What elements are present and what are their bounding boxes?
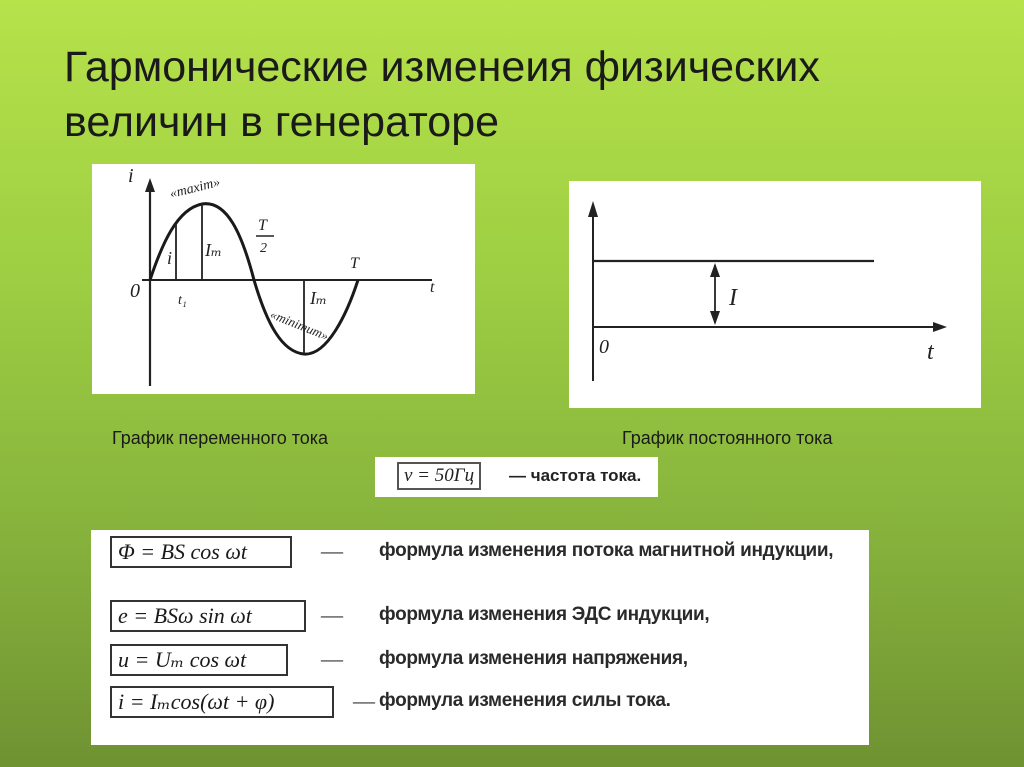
ac-min-label: «minimum» [268,306,331,344]
ac-amplitude-label: Iₘ [205,240,223,260]
dc-y-arrow [588,201,598,217]
dc-graph [569,181,981,408]
formula-current-dash: — [353,688,375,713]
formula-panel [91,530,869,745]
dc-current-label: I [729,285,737,311]
formula-emf-dash: — [321,602,343,627]
ac-half-period-num: T [258,217,267,234]
ac-current-label: i [167,248,173,268]
formula-row-voltage [91,640,869,684]
formula-current: i = Iₘcos(ωt + φ) [110,686,334,718]
ac-period-label: T [350,255,359,272]
ac-graph-caption: График переменного тока [112,428,329,448]
ac-y-label: i [128,165,134,187]
formula-current-description: формула изменения силы тока. [379,690,671,711]
formula-emf: e = BSω sin ωt [110,600,306,632]
formula-emf-description: формула изменения ЭДС индукции, [379,604,710,625]
frequency-panel [375,457,658,497]
ac-t-label: t [430,279,435,296]
dc-arrow-down [710,311,720,325]
ac-graph [92,164,475,394]
dc-graph-caption: График постоянного тока [622,428,833,448]
ac-amplitude-neg-label: Iₘ [310,288,328,308]
ac-graph-panel [92,164,475,394]
dc-graph-panel [569,181,981,408]
dc-arrow-up [710,263,720,277]
ac-max-label: «maxim» [168,174,222,202]
formula-voltage-dash: — [321,646,343,671]
ac-y-arrow [145,178,155,192]
formula-row-emf [91,596,869,640]
formula-voltage: u = Uₘ cos ωt [110,644,288,676]
dc-origin-label: 0 [599,336,609,358]
slide-title: Гармонические изменеия физических величин в генераторе [64,43,820,146]
frequency-description: — частота тока. [509,466,642,485]
formula-voltage-description: формула изменения напряжения, [379,648,688,669]
ac-origin-label: 0 [130,280,140,302]
formula-flux-description: формула изменения потока магнитной индукции, [379,540,834,561]
dc-t-label: t [927,339,934,365]
formula-row-current [91,682,869,726]
formula-row-flux [91,532,869,576]
ac-half-period-den: 2 [260,241,267,256]
formula-flux: Φ = BS cos ωt [110,536,292,568]
frequency-formula: ν = 50Гц [397,462,481,490]
ac-t1-label: t₁ [178,293,187,308]
dc-t-arrow [933,322,947,332]
formula-flux-dash: — [321,538,343,563]
